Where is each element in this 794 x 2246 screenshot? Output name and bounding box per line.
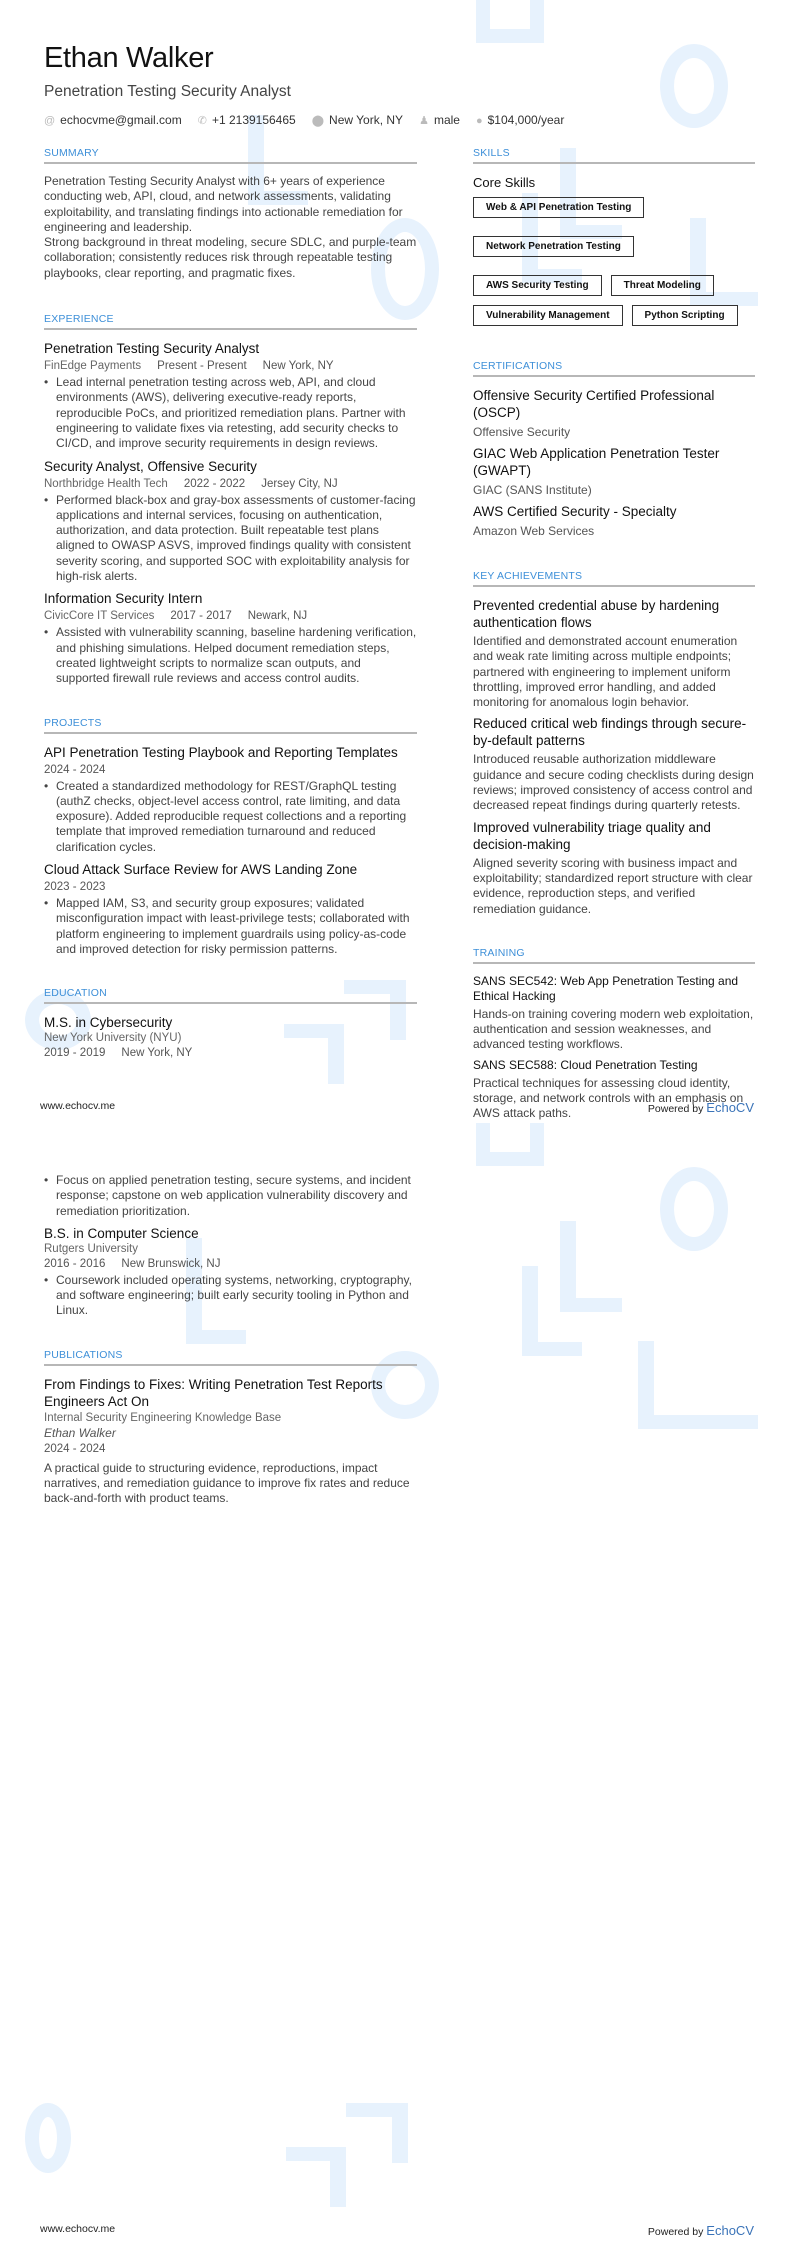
skill-tag: Python Scripting	[632, 305, 738, 326]
skill-tag: Vulnerability Management	[473, 305, 623, 326]
school-row	[44, 1243, 417, 1255]
cert-issuer: GIAC (SANS Institute)	[473, 483, 592, 497]
person-icon: ♟	[419, 115, 429, 127]
experience-section	[44, 313, 417, 686]
decor-ring	[660, 44, 728, 128]
education-item	[44, 1014, 417, 1059]
training-title: SANS SEC542: Web App Penetration Testing and Ethical Hacking	[473, 973, 739, 1003]
achievements-section	[473, 570, 755, 917]
section-heading: PUBLICATIONS	[44, 1349, 417, 1366]
cert-name: Offensive Security Certified Professional (OSCP)	[473, 388, 715, 420]
resume-header	[44, 42, 564, 127]
section-heading: KEY ACHIEVEMENTS	[473, 570, 755, 587]
skill-tag: AWS Security Testing	[473, 275, 602, 296]
footer-site-link[interactable]: www.echocv.me	[40, 2223, 116, 2235]
contact-phone[interactable]: ✆ +1 2139156465	[197, 113, 296, 127]
section-heading: CERTIFICATIONS	[473, 360, 755, 377]
project-meta	[44, 881, 417, 893]
publisher: Internal Security Engineering Knowledge Base	[44, 1411, 282, 1424]
job-meta	[44, 478, 417, 490]
contact-row	[44, 113, 564, 127]
achievement-text: Aligned severity scoring with business impact and exploitability; standardized report structure with clear evidence, reproduction steps, and verified remediation guidance.	[473, 855, 753, 916]
dates: 2024 - 2024	[44, 763, 106, 776]
project-bullet: • Mapped IAM, S3, and security group exposures; validated misconfiguration impact with least-privilege tests; collaborated with platform engineering to implement guardrails using policy-as-code and improved detection for risky permission patterns.	[44, 896, 417, 957]
skill-tag: Network Penetration Testing	[473, 236, 634, 257]
degree: B.S. in Computer Science	[44, 1225, 199, 1241]
section-heading: EXPERIENCE	[44, 313, 417, 330]
dates: 2017 - 2017	[170, 610, 232, 623]
section-heading: SUMMARY	[44, 147, 417, 164]
location-icon: ⬤	[311, 115, 325, 127]
school: Rutgers University	[44, 1242, 138, 1255]
education-bullet: • Coursework included operating systems, networking, cryptography, and software engineering; built early security tooling in Python and Linux.	[44, 1273, 417, 1319]
location: New Brunswick, NJ	[121, 1257, 221, 1270]
location: New York, NY	[121, 1047, 193, 1060]
education-item	[44, 1225, 417, 1319]
projects-section	[44, 717, 417, 958]
left-column-continued	[44, 1173, 417, 1533]
cert-issuer: Offensive Security	[473, 425, 571, 439]
achievement-title: Improved vulnerability triage quality and decision-making	[473, 819, 711, 852]
job-title: Security Analyst, Offensive Security	[44, 458, 257, 474]
project-item	[44, 744, 417, 855]
decor-bracket	[286, 2147, 346, 2207]
experience-item	[44, 458, 417, 585]
job-title: Penetration Testing Security Analyst	[44, 341, 260, 357]
decor-bracket	[476, 0, 544, 43]
job-bullet: • Assisted with vulnerability scanning, baseline hardening verification, and phishing simulations. Helped document remediation steps, created lightweight scripts to normalize scan outputs, and supported firewall rule reviews and access control audits.	[44, 625, 417, 686]
decor-bracket	[346, 2103, 408, 2163]
location: Newark, NJ	[247, 610, 308, 623]
section-heading: TRAINING	[473, 947, 755, 964]
decor-ring	[25, 2103, 71, 2173]
job-title: Information Security Intern	[44, 591, 203, 607]
company: FinEdge Payments	[44, 360, 142, 373]
decor-ring	[660, 1167, 728, 1251]
candidate-name: Ethan Walker	[44, 42, 214, 74]
skills-section	[473, 147, 755, 326]
location: Jersey City, NJ	[261, 477, 338, 490]
at-icon: @	[44, 115, 56, 127]
section-heading: SKILLS	[473, 147, 755, 164]
page-footer	[40, 2223, 754, 2238]
contact-salary: ● $104,000/year	[475, 113, 565, 127]
cert-name: AWS Certified Security - Specialty	[473, 504, 677, 519]
location: New York, NY	[262, 360, 334, 373]
degree: M.S. in Cybersecurity	[44, 1015, 173, 1031]
dates: 2022 - 2022	[183, 477, 246, 490]
achievement-text: Identified and demonstrated account enumeration and weak rate limiting across multiple endpoints; partnered with engineering to implement uniform throttling, improved error handling, and added monitoring for anomalous login behavior.	[473, 634, 738, 710]
powered-by: Powered by EchoCV	[647, 1100, 754, 1115]
summary-paragraph: Strong background in threat modeling, secure SDLC, and purple-team collaboration; consistently reduces risk through repeatable testing playbooks, clear reporting, and pragmatic fixes.	[44, 235, 417, 280]
summary-section	[44, 147, 417, 281]
job-meta	[44, 360, 417, 372]
project-bullet: • Created a standardized methodology for REST/GraphQL testing (authZ checks, object-level access control, rate limiting, and data exposure). Added reproducible request collections and a reporting template that improved remediation turnaround and reduced clarification cycles.	[44, 779, 417, 855]
job-bullet: • Lead internal penetration testing across web, API, and cloud environments (AWS), delivering executive-ready reports, reproducible PoCs, and prioritized remediation plans. Partner with engineering to validate fixes via retesting, add security checks to CI/CD, and improve security requirements in design reviews.	[44, 375, 417, 451]
job-meta	[44, 610, 417, 622]
right-column	[473, 147, 755, 1123]
achievement-text: Introduced reusable authorization middleware guidance and secure coding checklists during design reviews; improved consistency of access control and decreased repeat findings during quarterly retests.	[473, 752, 754, 813]
summary-paragraph: Penetration Testing Security Analyst with 6+ years of experience conducting web, API, cloud, and network assessments, validating exploitability, and translating findings into actionable remediation for engineering and leadership.	[44, 174, 403, 234]
education-meta	[44, 1047, 417, 1059]
project-meta	[44, 764, 417, 776]
brand-logo: EchoCV	[706, 2223, 754, 2238]
publication-author: Ethan Walker	[44, 1425, 116, 1440]
company: CivicCore IT Services	[44, 610, 155, 623]
resume-page-2	[0, 1123, 794, 2246]
dates: 2024 - 2024	[44, 1442, 106, 1455]
publisher-row	[44, 1412, 417, 1424]
page-footer	[40, 1100, 754, 1115]
money-icon: ●	[475, 115, 483, 127]
dates: 2023 - 2023	[44, 881, 106, 894]
training-text: Practical techniques for assessing cloud identity, storage, and network controls with an emphasis on AWS attack paths.	[473, 1075, 744, 1121]
school: New York University (NYU)	[44, 1032, 182, 1045]
achievement-title: Reduced critical web findings through secure-by-default patterns	[473, 716, 747, 749]
contact-gender: ♟ male	[419, 113, 460, 127]
section-heading: EDUCATION	[44, 987, 417, 1004]
publication-meta	[44, 1443, 417, 1455]
phone-icon: ✆	[197, 115, 207, 127]
skill-tags	[473, 197, 755, 326]
company: Northbridge Health Tech	[44, 477, 168, 490]
brand-logo: EchoCV	[706, 1100, 754, 1115]
cert-issuer: Amazon Web Services	[473, 524, 595, 538]
contact-email[interactable]: @ echocvme@gmail.com	[44, 113, 182, 127]
decor-bracket	[476, 1123, 544, 1166]
education-section	[44, 987, 417, 1059]
training-section	[473, 947, 755, 1122]
decor-l-shape	[638, 1341, 758, 1429]
powered-by: Powered by EchoCV	[647, 2223, 754, 2238]
skill-group-title: Core Skills	[473, 175, 536, 190]
project-title: Cloud Attack Surface Review for AWS Landing Zone	[44, 862, 358, 878]
decor-l-shape	[522, 1266, 582, 1356]
project-title: API Penetration Testing Playbook and Reporting Templates	[44, 744, 398, 760]
publications-section	[44, 1349, 417, 1507]
dates: Present - Present	[157, 360, 247, 373]
skill-tag: Web & API Penetration Testing	[473, 197, 644, 218]
project-item	[44, 861, 417, 957]
certifications-section	[473, 360, 755, 538]
cert-name: GIAC Web Application Penetration Tester (GWAPT)	[473, 446, 720, 478]
contact-location: ⬤ New York, NY	[311, 113, 404, 127]
left-column	[44, 147, 417, 1085]
experience-item	[44, 340, 417, 451]
footer-site-link[interactable]: www.echocv.me	[40, 1100, 116, 1112]
job-bullet: • Performed black-box and gray-box assessments of customer-facing applications and internal services, focusing on authentication, authorization, and data protection. Built repeatable test plans aligned to OWASP ASVS, improved findings quality with consistent severity scoring, and supported SOC with exploitability analysis for high-risk alerts.	[44, 493, 417, 585]
experience-item	[44, 590, 417, 686]
education-meta	[44, 1258, 417, 1270]
skill-tag: Threat Modeling	[611, 275, 714, 296]
publication-description: A practical guide to structuring evidence, reproductions, impact narratives, and remediation guidance to improve fix rates and reduce back-and-forth with product teams.	[44, 1460, 410, 1506]
achievement-title: Prevented credential abuse by hardening authentication flows	[473, 598, 720, 630]
dates: 2019 - 2019	[44, 1047, 106, 1060]
school-row	[44, 1032, 417, 1044]
candidate-title: Penetration Testing Security Analyst	[44, 83, 291, 100]
publication-title: From Findings to Fixes: Writing Penetration Test Reports Engineers Act On	[44, 1376, 383, 1409]
education-bullet: • Focus on applied penetration testing, secure systems, and incident response; capstone on web application vulnerability discovery and remediation prioritization.	[44, 1173, 417, 1219]
training-title: SANS SEC588: Cloud Penetration Testing	[473, 1057, 698, 1072]
dates: 2016 - 2016	[44, 1257, 106, 1270]
training-text: Hands-on training covering modern web exploitation, authentication and session weaknesses, and advanced testing workflows.	[473, 1006, 754, 1052]
section-heading: PROJECTS	[44, 717, 417, 734]
